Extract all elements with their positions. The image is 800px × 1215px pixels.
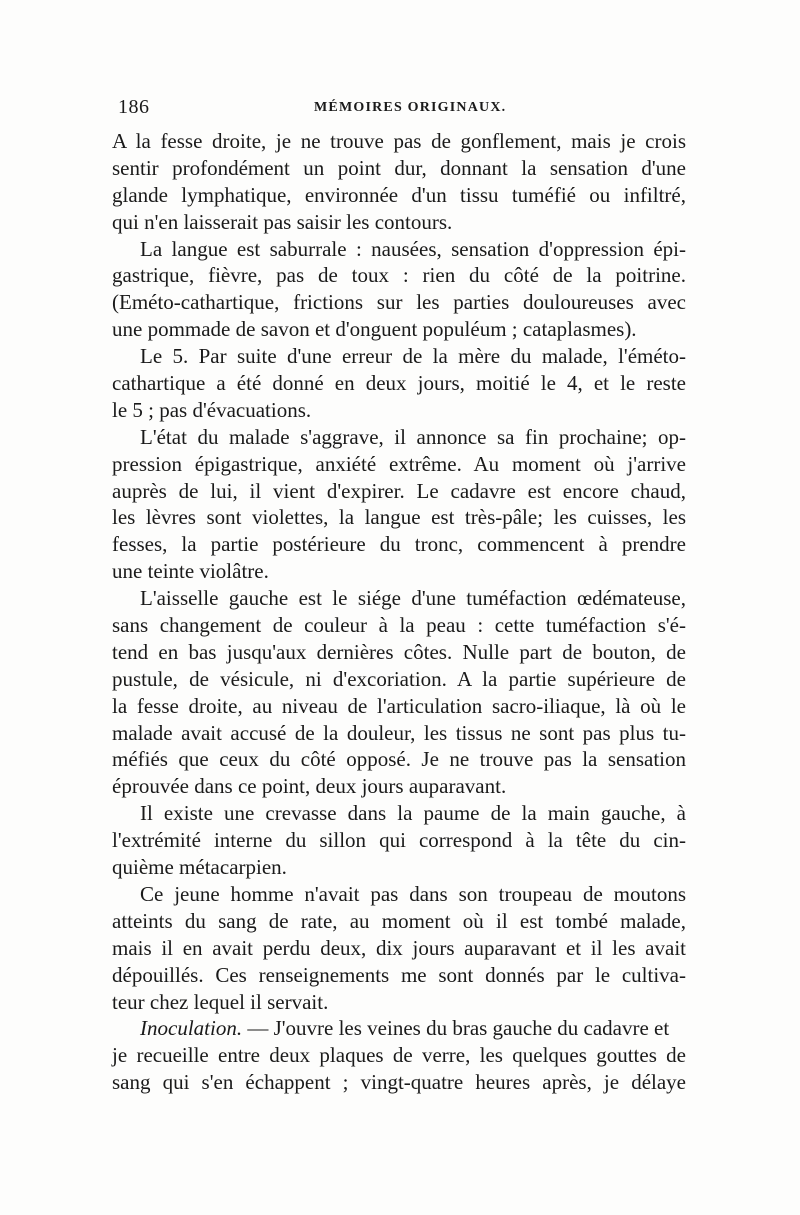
text-line: qui n'en laisserait pas saisir les contours. <box>112 209 453 234</box>
text-line: méfiés que ceux du côté opposé. Je ne trouve pas la sensation <box>112 747 686 772</box>
text-line: teur chez lequel il servait. <box>112 989 329 1014</box>
text-line: pression épigastrique, anxiété extrême. Au moment où j'arrive <box>112 451 686 476</box>
text-line: auprès de lui, il vient d'expirer. Le cadavre est encore chaud, <box>112 478 686 503</box>
text-line: L'aisselle gauche est le siége d'une tuméfaction œdémateuse, <box>140 586 686 611</box>
text-line: quième métacarpien. <box>112 855 287 880</box>
text-line: gastrique, fièvre, pas de toux : rien du côté de la poitrine. <box>112 263 686 288</box>
text-line: fesses, la partie postérieure du tronc, commencent à prendre <box>112 532 686 557</box>
text-line: La langue est saburrale : nausées, sensation d'oppression épi- <box>140 236 686 261</box>
text-line: une pommade de savon et d'onguent populéum ; cataplasmes). <box>112 317 637 342</box>
text-line: malade avait accusé de la douleur, les tissus ne sont pas plus tu- <box>112 720 686 745</box>
text-line: cathartique a été donné en deux jours, moitié le 4, et le reste <box>112 371 686 396</box>
text-line: dépouillés. Ces renseignements me sont donnés par le cultiva- <box>112 962 686 987</box>
inoculation-heading: Inoculation. <box>140 1016 243 1041</box>
text-line: tend en bas jusqu'aux dernières côtes. Nulle part de bouton, de <box>112 639 686 664</box>
body-text <box>112 128 686 1096</box>
text-line: L'état du malade s'aggrave, il annonce sa fin prochaine; op- <box>140 424 686 449</box>
text-line: sans changement de couleur à la peau : cette tuméfaction s'é- <box>112 613 686 638</box>
text-line: A la fesse droite, je ne trouve pas de gonflement, mais je crois <box>112 129 686 153</box>
text-line: les lèvres sont violettes, la langue est très-pâle; les cuisses, les <box>112 505 686 530</box>
inoculation-text: — J'ouvre les veines du bras gauche du cadavre et <box>242 1016 670 1041</box>
text-line: sang qui s'en échappent ; vingt-quatre heures après, je délaye <box>112 1070 686 1095</box>
text-line: atteints du sang de rate, au moment où il est tombé malade, <box>112 908 686 933</box>
text-line: mais il en avait perdu deux, dix jours auparavant et il les avait <box>112 935 686 960</box>
running-title: MÉMOIRES ORIGINAUX. <box>314 100 507 115</box>
text-line: pustule, de vésicule, ni d'excoriation. A la partie supérieure de <box>112 666 686 691</box>
text-line: Ce jeune homme n'avait pas dans son troupeau de moutons <box>140 881 686 906</box>
text-line: Le 5. Par suite d'une erreur de la mère du malade, l'éméto- <box>140 344 686 369</box>
text-line: sentir profondément un point dur, donnant la sensation d'une <box>112 155 686 180</box>
page-header <box>118 96 684 126</box>
text-line: éprouvée dans ce point, deux jours auparavant. <box>112 774 507 799</box>
page-number: 186 <box>118 96 150 118</box>
text-line: je recueille entre deux plaques de verre, les quelques gouttes de <box>112 1043 686 1068</box>
text-line: (Eméto-cathartique, frictions sur les parties douloureuses avec <box>112 290 686 315</box>
text-line: la fesse droite, au niveau de l'articulation sacro-iliaque, là où le <box>112 693 686 718</box>
text-line: le 5 ; pas d'évacuations. <box>112 397 312 422</box>
text-line: l'extrémité interne du sillon qui correspond à la tête du cin- <box>112 828 686 853</box>
text-line: une teinte violâtre. <box>112 559 269 584</box>
text-line: glande lymphatique, environnée d'un tissu tuméfié ou infiltré, <box>112 182 686 207</box>
text-line: Il existe une crevasse dans la paume de la main gauche, à <box>140 801 686 826</box>
text-line <box>112 1015 686 1042</box>
